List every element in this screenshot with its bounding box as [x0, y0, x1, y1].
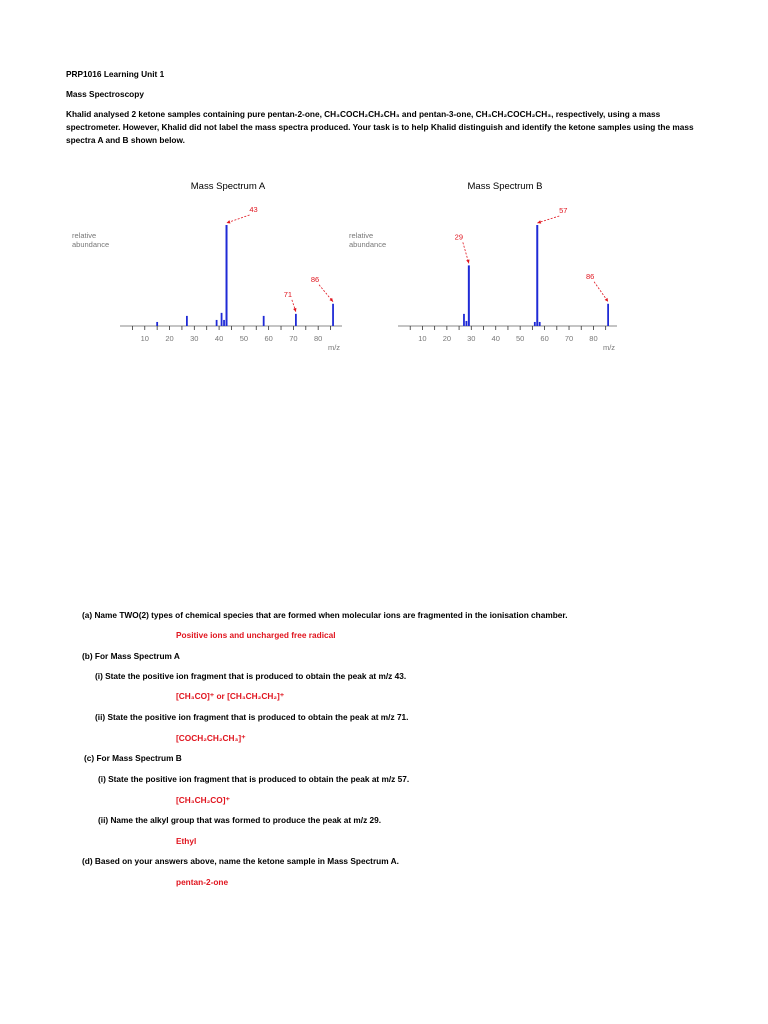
x-tick-label-b: 70 — [564, 334, 574, 343]
course-heading: PRP1016 Learning Unit 1 — [66, 69, 165, 79]
x-tick-label-a: 50 — [239, 334, 249, 343]
x-tick-label-a: 80 — [314, 334, 323, 343]
topic-heading: Mass Spectroscopy — [66, 89, 144, 99]
x-tick-label-a: 30 — [190, 334, 199, 343]
y-axis-label-a: abundance — [72, 240, 110, 249]
annotation-arrow-b — [594, 282, 608, 302]
x-tick-label-b: 10 — [418, 334, 427, 343]
chart-title-b: Mass Spectrum B — [467, 181, 543, 192]
question-d: (d) Based on your answers above, name the ketone sample in Mass Spectrum A. — [82, 856, 399, 866]
x-tick-label-b: 80 — [589, 334, 598, 343]
x-tick-label-a: 40 — [214, 334, 224, 343]
x-axis-label-a: m/z — [327, 343, 341, 352]
annotation-label-a: 71 — [283, 289, 293, 299]
chart-title-a: Mass Spectrum A — [190, 181, 266, 192]
annotation-label-a: 86 — [310, 274, 320, 284]
question-c: (c) For Mass Spectrum B — [84, 753, 182, 763]
annotation-label-b: 29 — [454, 232, 464, 242]
x-tick-label-b: 50 — [515, 334, 525, 343]
x-tick-label-b: 20 — [442, 334, 452, 343]
question-b-ii: (ii) State the positive ion fragment that is produced to obtain the peak at m/z 71. — [95, 712, 409, 722]
answer-c-ii: Ethyl — [176, 836, 197, 846]
answer-b-i: [CH₃CO]⁺ or [CH₃CH₂CH₂]⁺ — [176, 691, 285, 701]
question-b: (b) For Mass Spectrum A — [82, 651, 180, 661]
question-c-ii: (ii) Name the alkyl group that was formed to produce the peak at m/z 29. — [98, 815, 382, 825]
annotation-label-b: 86 — [585, 271, 595, 281]
x-tick-label-a: 60 — [264, 334, 273, 343]
question-a: (a) Name TWO(2) types of chemical species that are formed when molecular ions are fragmented in the ionisation chamber. — [82, 610, 568, 620]
annotation-label-a: 43 — [249, 205, 258, 214]
y-axis-label-b: abundance — [349, 240, 387, 249]
answer-a: Positive ions and uncharged free radical — [176, 630, 336, 640]
x-tick-label-a: 20 — [165, 334, 174, 343]
x-tick-label-a: 70 — [289, 334, 298, 343]
annotation-arrowhead-b — [537, 220, 541, 223]
x-tick-label-b: 40 — [491, 334, 500, 343]
x-axis-label-b: m/z — [602, 343, 616, 352]
annotation-label-b: 57 — [559, 206, 568, 215]
x-tick-label-b: 30 — [467, 334, 476, 343]
answer-c-i: [CH₃CH₂CO]⁺ — [176, 795, 230, 805]
answer-b-ii: [COCH₂CH₂CH₃]⁺ — [176, 733, 246, 743]
x-tick-label-a: 10 — [140, 334, 149, 343]
y-axis-label-a: relative — [72, 231, 97, 240]
answer-d: pentan-2-one — [176, 877, 229, 887]
intro-paragraph: Khalid analysed 2 ketone samples containing pure pentan-2-one, CH₃COCH₂CH₂CH₃ and pentan-3-one, CH₃CH₂COCH₂CH₃, respectively, using a mass spectrometer. However, Khalid did not label the mass spectra produced. Your task is to help Khalid distinguish and identify the ketone samples using the mass spectra A and B shown below. — [66, 109, 694, 145]
annotation-arrowhead-b — [605, 298, 608, 302]
question-c-i: (i) State the positive ion fragment that is produced to obtain the peak at m/z 57. — [98, 774, 410, 784]
x-tick-label-b: 60 — [540, 334, 549, 343]
y-axis-label-b: relative — [349, 231, 374, 240]
question-b-i: (i) State the positive ion fragment that is produced to obtain the peak at m/z 43. — [95, 671, 407, 681]
